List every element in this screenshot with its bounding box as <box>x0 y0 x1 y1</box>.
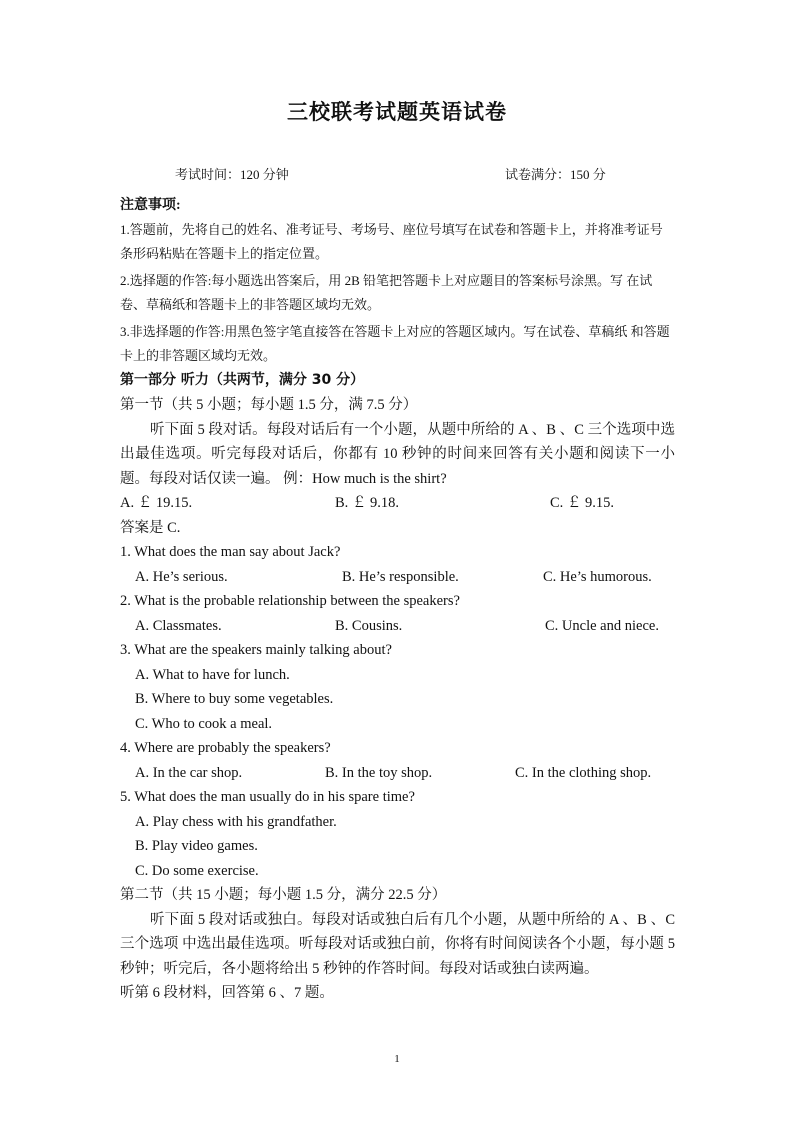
option-c: C. Do some exercise. <box>135 862 259 879</box>
question-1: 1. What does the man say about Jack? <box>120 544 341 560</box>
material-6-instruction: 听第 6 段材料，回答第 6 、7 题。 <box>120 985 334 1001</box>
option-a: A. What to have for lunch. <box>135 666 290 683</box>
notice-item-3: 3.非选择题的作答:用黑色签字笔直接答在答题卡上对应的答题区域内。写在试卷、草稿纸 和答题卡上的非答题区域均无效。 <box>120 324 670 363</box>
option-b: B. Where to buy some vegetables. <box>135 691 334 707</box>
part1-heading: 第一部分 听力（共两节，满分 30 分） <box>120 372 365 388</box>
option-c: C. Who to cook a meal. <box>135 715 273 732</box>
notice-item-2: 2.选择题的作答:每小题选出答案后，用 2B 铅笔把答题卡上对应题目的答案标号涂黑。写 在试卷、草稿纸和答题卡上的非答题区域均无效。 <box>120 273 653 312</box>
section2-heading: 第二节（共 15 小题；每小题 1.5 分，满分 22.5 分） <box>120 887 447 903</box>
exam-full-score: 试卷满分：150 分 <box>505 167 606 182</box>
option-a: A. In the car shop. <box>135 764 243 781</box>
exam-title: 三校联考试题英语试卷 <box>287 100 507 124</box>
question-5: 5. What does the man usually do in his spare time? <box>120 789 415 805</box>
exam-time: 考试时间：120 分钟 <box>175 167 289 182</box>
question-3: 3. What are the speakers mainly talking about? <box>120 642 392 658</box>
notice-title: 注意事项: <box>120 198 181 213</box>
option-b: B. In the toy shop. <box>325 764 433 781</box>
option-b: B. Cousins. <box>335 617 403 634</box>
question-4-options <box>120 761 675 786</box>
section1-heading: 第一节（共 5 小题；每小题 1.5 分，满 7.5 分） <box>120 397 418 413</box>
question-2-options <box>120 614 675 639</box>
option-b: B. Play video games. <box>135 838 258 854</box>
notice-item-1: 1.答题前，先将自己的姓名、准考证号、考场号、座位号填写在试卷和答题卡上，并将准考证号条形码粘贴在答题卡上的指定位置。 <box>120 222 663 261</box>
option-a: A. Play chess with his grandfather. <box>135 813 337 830</box>
question-2: 2. What is the probable relationship between the speakers? <box>120 593 460 609</box>
option-c: C. He’s humorous. <box>543 568 652 585</box>
option-a: A. Classmates. <box>135 617 222 634</box>
page-number: 1 <box>394 1053 400 1065</box>
question-1-options <box>120 565 675 590</box>
exam-content <box>120 194 675 1006</box>
example-options <box>120 491 675 516</box>
section1-instructions: 听下面 5 段对话。每段对话后有一个小题，从题中所给的 A 、B 、C 三个选项中选出最佳选项。听完每段对话后，你都有 10 秒钟的时间来回答有关小题和阅读下一小题。每段对话仅读一遍。 例：How much is the shirt? <box>120 421 675 487</box>
option-a: A. He’s serious. <box>135 568 228 585</box>
example-option-c: C. ￡ 9.15. <box>550 495 615 511</box>
example-option-b: B. ￡ 9.18. <box>335 495 400 511</box>
option-c: C. In the clothing shop. <box>515 764 652 781</box>
option-c: C. Uncle and niece. <box>545 617 659 634</box>
question-4: 4. Where are probably the speakers? <box>120 740 331 756</box>
exam-meta <box>175 164 635 183</box>
option-b: B. He’s responsible. <box>342 568 459 585</box>
example-answer: 答案是 C. <box>120 519 181 536</box>
section2-instructions: 听下面 5 段对话或独白。每段对话或独白后有几个小题，从题中所给的 A 、B 、C 三个选项 中选出最佳选项。听每段对话或独白前，你将有时间阅读各个小题，每小题 5 秒钟；听完后，各小题将给出 5 秒钟的作答时间。每段对话或独白读两遍。 <box>120 911 675 977</box>
example-option-a: A. ￡ 19.15. <box>120 495 193 511</box>
